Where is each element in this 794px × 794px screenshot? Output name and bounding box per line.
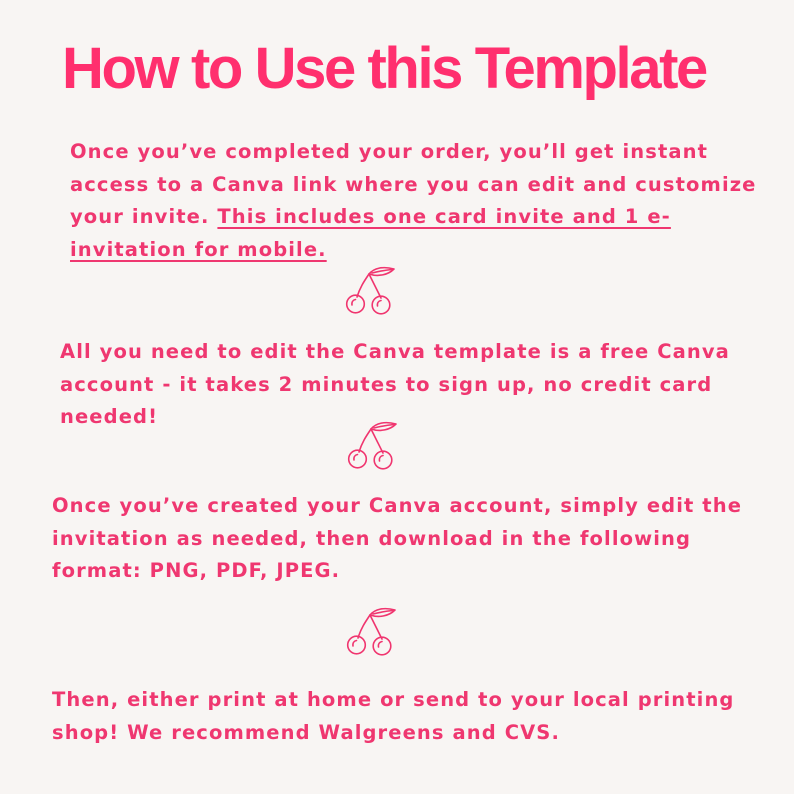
paragraph-order-access-text: Once you’ve completed your order, you’ll get instant access to a Canva link where you can edit and customize your invite. [70,140,757,228]
cherry-icon [344,604,400,660]
paragraph-edit-download: Once you’ve created your Canva account, simply edit the invitation as needed, then download in the following format: PNG, PDF, JPEG. [52,494,743,582]
paragraph-canva-account: All you need to edit the Canva template is a free Canva account - it takes 2 minutes to sign up, no credit card needed! [60,340,730,428]
cherry-icon [343,263,399,319]
cherry-icon [345,418,401,474]
page-title: How to Use this Template [62,36,706,101]
paragraph-order-access [70,136,770,266]
paragraph-printing: Then, either print at home or send to your local printing shop! We recommend Walgreens and CVS. [52,688,735,744]
included-items-note: This includes one card invite and 1 e-invitation for mobile. [70,205,671,261]
